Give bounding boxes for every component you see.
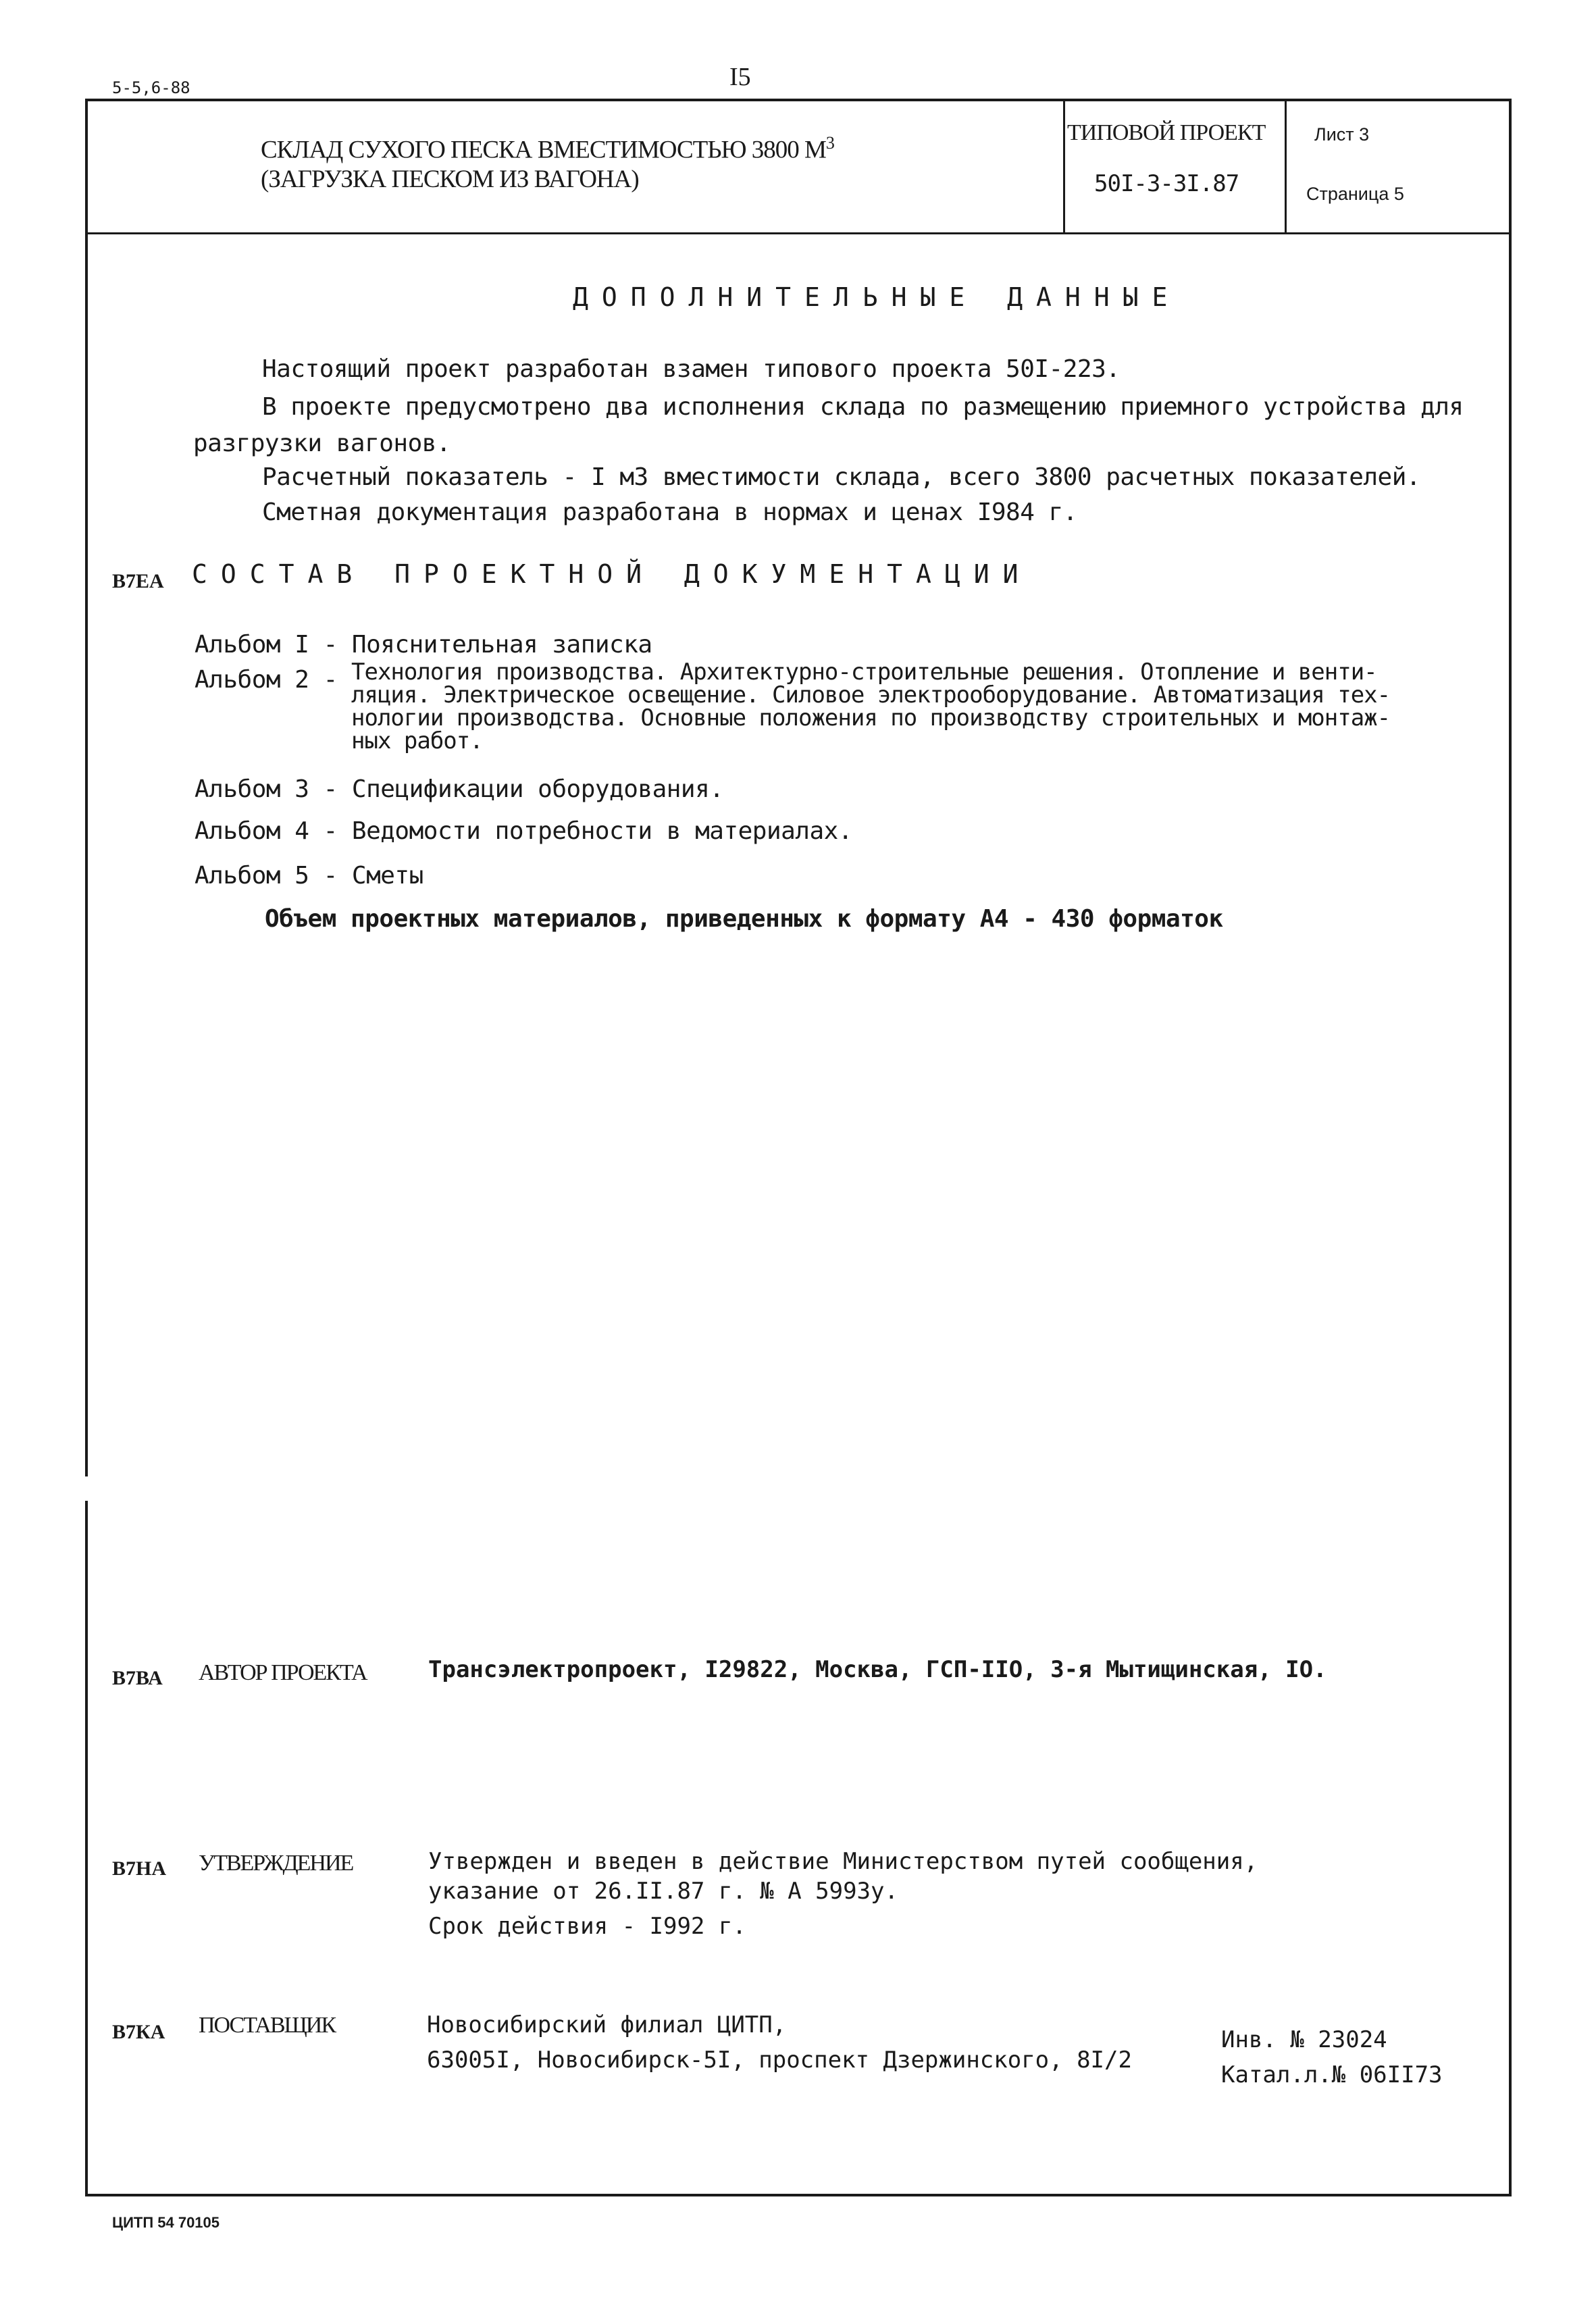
document-title xyxy=(261,126,834,168)
additional-data-p2-line2: разгрузки вагонов. xyxy=(193,430,451,457)
stamp-divider-2 xyxy=(1285,99,1287,234)
album-2-line: ных работ. xyxy=(351,727,483,754)
additional-data-p4: Сметная документация разработана в нормах и ценах I984 г. xyxy=(262,498,1077,526)
additional-data-p1: Настоящий проект разработан взамен типового проекта 50I-223. xyxy=(262,355,1121,383)
album-5: Альбом 5 - Сметы xyxy=(195,862,423,890)
title-line2: (ЗАГРУЗКА ПЕСКОМ ИЗ ВАГОНА) xyxy=(261,165,639,193)
volume-note: Объем проектных материалов, приведенных к формату А4 - 430 форматок xyxy=(265,905,1223,933)
header-divider xyxy=(85,232,1512,234)
album-1: Альбом I - Пояснительная записка xyxy=(195,631,652,659)
supplier-line2: 63005I, Новосибирск-5I, проспект Дзержинского, 8I/2 xyxy=(427,2047,1132,2074)
sheet-label: Лист 3 xyxy=(1314,124,1370,145)
frame-right xyxy=(1509,99,1512,2196)
approval-line2: указание от 26.II.87 г. № А 5993у. xyxy=(428,1878,898,1905)
inventory-number: Инв. № 23024 xyxy=(1221,2026,1387,2053)
catalog-number: Катал.л.№ 06II73 xyxy=(1221,2061,1443,2088)
supplier-line1: Новосибирский филиал ЦИТП, xyxy=(427,2011,787,2038)
approval-line3: Срок действия - I992 г. xyxy=(428,1913,746,1940)
project-number: 50I-3-3I.87 xyxy=(1094,170,1239,197)
supplier-label: ПОСТАВЩИК xyxy=(199,2013,336,2038)
album-2-prefix: Альбом 2 - xyxy=(195,666,338,694)
album-2-line: ляция. Электрическое освещение. Силовое электрооборудование. Автоматизация тех- xyxy=(351,682,1391,709)
frame-left xyxy=(85,99,88,1476)
composition-heading: СОСТАВ ПРОЕКТНОЙ ДОКУМЕНТАЦИИ xyxy=(192,559,1032,589)
approval-code: В7НА xyxy=(112,1857,167,1880)
page-label: Страница 5 xyxy=(1306,184,1404,204)
approval-label: УТВЕРЖДЕНИЕ xyxy=(199,1851,353,1876)
project-type: ТИПОВОЙ ПРОЕКТ xyxy=(1067,120,1266,145)
page-number: I5 xyxy=(729,63,751,91)
album-4: Альбом 4 - Ведомости потребности в материалах. xyxy=(195,817,852,845)
album-2-line: Технология производства. Архитектурно-строительные решения. Отопление и венти- xyxy=(351,659,1377,686)
top-left-code: 5-5,6-88 xyxy=(112,78,190,97)
frame-top xyxy=(85,99,1512,101)
footer-code: ЦИТП 54 70105 xyxy=(112,2214,220,2231)
author-code: В7ВА xyxy=(112,1667,163,1689)
stamp-divider-1 xyxy=(1063,99,1065,234)
additional-data-heading: ДОПОЛНИТЕЛЬНЫЕ ДАННЫЕ xyxy=(573,282,1181,312)
album-2-text xyxy=(351,661,1390,752)
approval-line1: Утвержден и введен в действие Министерством путей сообщения, xyxy=(428,1848,1258,1875)
additional-data-p2-line1: В проекте предусмотрено два исполнения склада по размещению приемного устройства для xyxy=(262,393,1464,421)
author-text: Трансэлектропроект, I29822, Москва, ГСП-IIO, 3-я Мытищинская, IO. xyxy=(428,1656,1327,1683)
frame-left-lower xyxy=(85,1501,88,2196)
title-line1: СКЛАД СУХОГО ПЕСКА ВМЕСТИМОСТЬЮ 3800 М xyxy=(261,136,826,164)
frame-bottom xyxy=(85,2194,1512,2196)
album-2-line: нологии производства. Основные положения по производству строительных и монтаж- xyxy=(351,704,1391,731)
title-superscript: 3 xyxy=(825,133,834,153)
supplier-code: В7КА xyxy=(112,2021,165,2043)
author-label: АВТОР ПРОЕКТА xyxy=(199,1660,367,1685)
composition-code: В7ЕА xyxy=(112,570,164,592)
additional-data-p3: Расчетный показатель - I м3 вместимости склада, всего 3800 расчетных показателей. xyxy=(262,463,1421,491)
album-3: Альбом 3 - Спецификации оборудования. xyxy=(195,775,724,803)
